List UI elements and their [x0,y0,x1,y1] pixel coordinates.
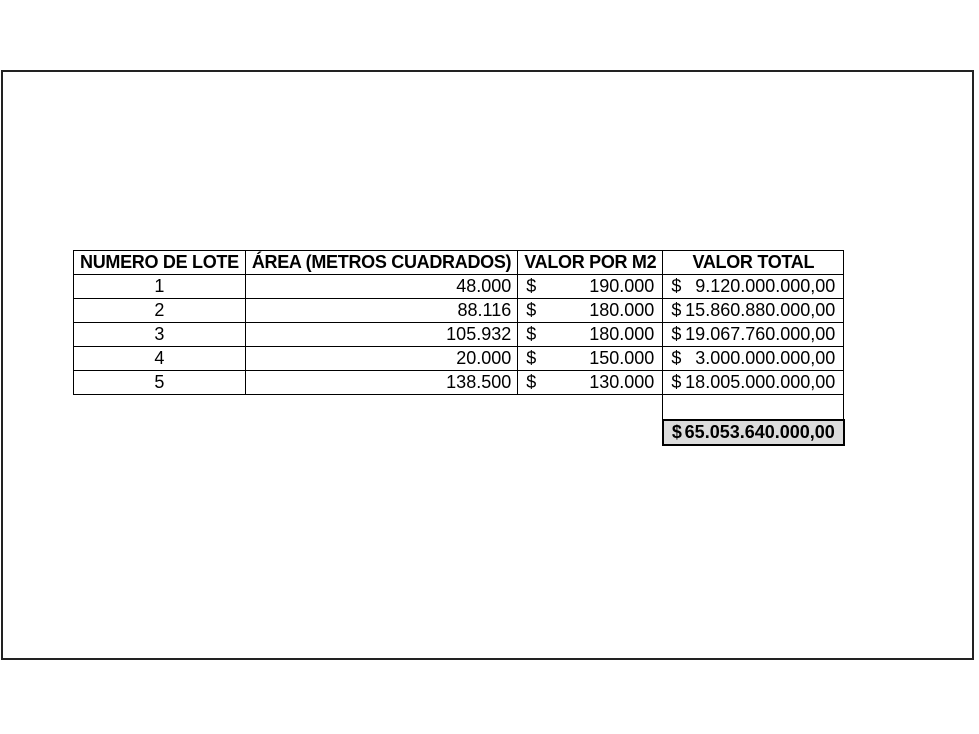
cell-price [518,347,663,371]
grand-total-value: 65.053.640.000,00 [684,422,835,442]
header-lot: NUMERO DE LOTE [74,251,246,275]
empty-total-cell [663,395,844,421]
cell-area: 138.500 [245,371,517,395]
currency-symbol: $ [526,276,537,296]
table-row [74,323,844,347]
currency-symbol: $ [671,348,682,368]
grand-total-cell [663,420,844,445]
currency-symbol: $ [526,348,537,368]
grand-total-row [74,420,844,445]
total-value: 9.120.000.000,00 [695,276,836,296]
cell-area: 20.000 [245,347,517,371]
cell-total [663,275,844,299]
price-value: 150.000 [589,348,655,368]
spacer-row [74,395,844,421]
table-row [74,275,844,299]
currency-symbol: $ [671,276,682,296]
table-row [74,299,844,323]
total-value: 3.000.000.000,00 [695,348,836,368]
price-value: 190.000 [589,276,655,296]
cell-lot: 4 [74,347,246,371]
price-value: 130.000 [589,372,655,392]
total-value: 18.005.000.000,00 [685,372,836,392]
cell-price [518,323,663,347]
cell-area: 88.116 [245,299,517,323]
cell-price [518,299,663,323]
lots-table [73,250,845,446]
cell-lot: 5 [74,371,246,395]
price-value: 180.000 [589,324,655,344]
cell-total [663,323,844,347]
currency-symbol: $ [526,372,537,392]
price-value: 180.000 [589,300,655,320]
cell-area: 48.000 [245,275,517,299]
cell-price [518,275,663,299]
cell-lot: 3 [74,323,246,347]
cell-price [518,371,663,395]
table-header-row [74,251,844,275]
header-price: VALOR POR M2 [518,251,663,275]
currency-symbol: $ [671,300,682,320]
header-area: ÁREA (METROS CUADRADOS) [245,251,517,275]
currency-symbol: $ [526,324,537,344]
table-row [74,371,844,395]
currency-symbol: $ [671,372,682,392]
cell-lot: 1 [74,275,246,299]
cell-total [663,347,844,371]
currency-symbol: $ [671,324,682,344]
cell-total [663,371,844,395]
cell-total [663,299,844,323]
total-value: 15.860.880.000,00 [685,300,836,320]
cell-area: 105.932 [245,323,517,347]
currency-symbol: $ [671,422,682,442]
table-row [74,347,844,371]
total-value: 19.067.760.000,00 [685,324,836,344]
cell-lot: 2 [74,299,246,323]
header-total: VALOR TOTAL [663,251,844,275]
currency-symbol: $ [526,300,537,320]
